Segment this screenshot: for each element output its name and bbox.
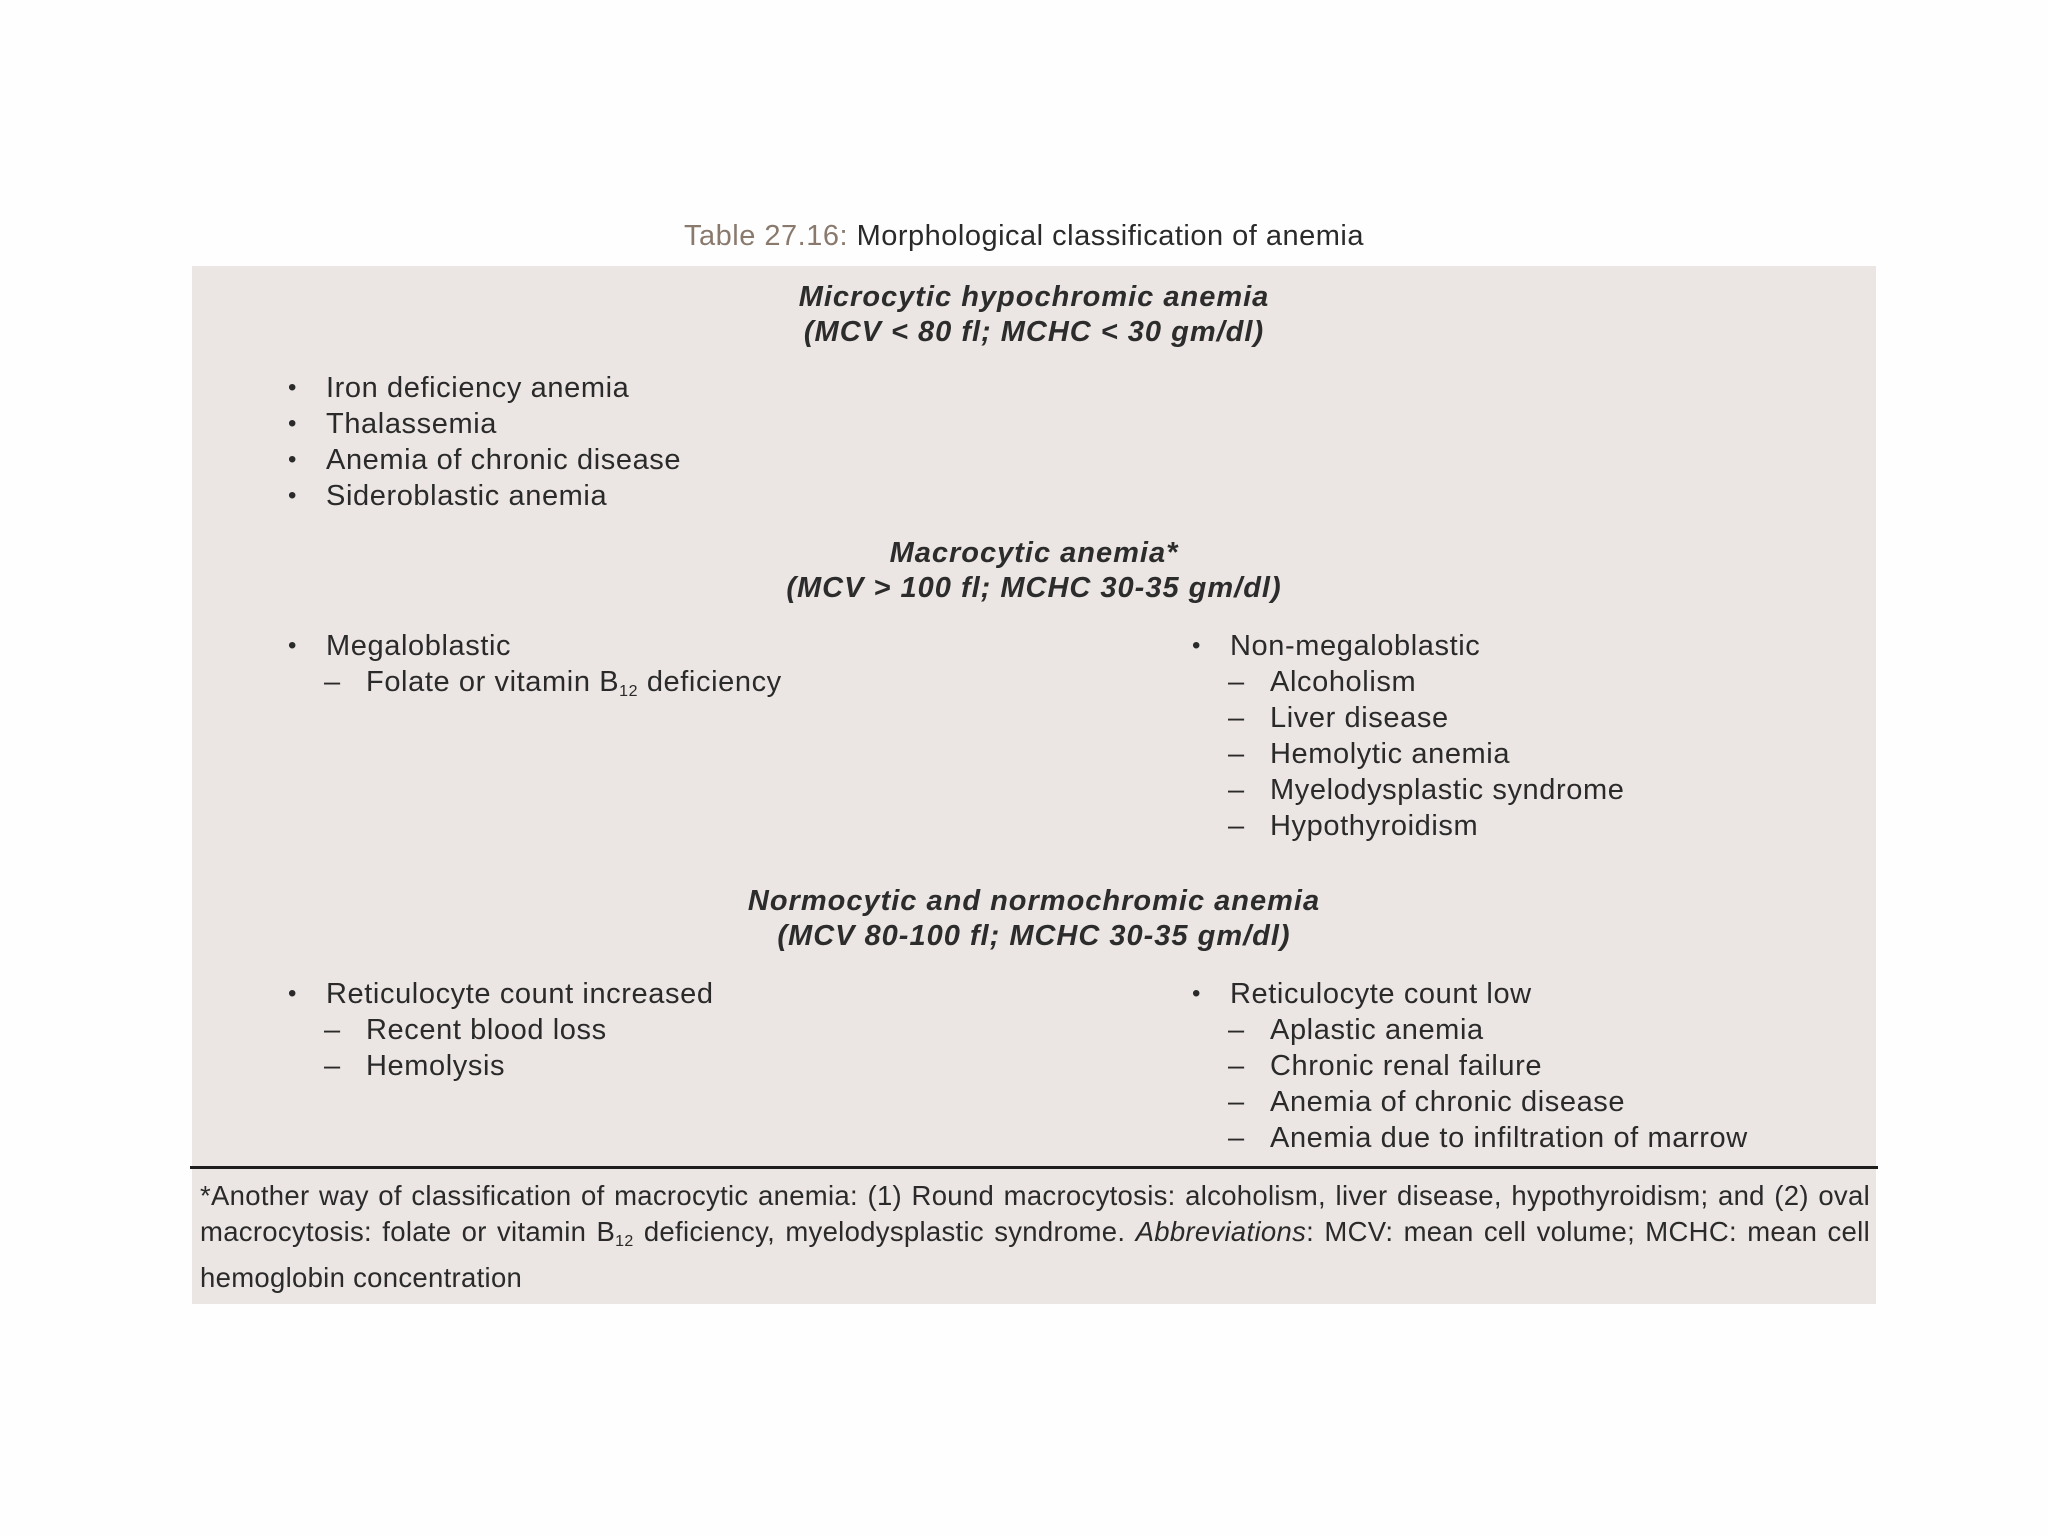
footnote-divider [190,1166,1878,1169]
list-subitem: – Hemolytic anemia [1190,736,1624,772]
list-subitem: – Anemia of chronic disease [1190,1084,1748,1120]
list-subitem: – Aplastic anemia [1190,1012,1748,1048]
footnote [200,1178,1870,1296]
subscript: 12 [619,683,639,700]
list-item: • Reticulocyte count low [1190,976,1748,1012]
list-item: • Anemia of chronic disease [286,442,681,478]
macrocytic-criteria: (MCV > 100 fl; MCHC 30-35 gm/dl) [786,572,1282,604]
list-subitem: – Alcoholism [1190,664,1624,700]
macrocytic-heading [192,536,1876,606]
list-subitem [286,664,782,710]
list-item: • Iron deficiency anemia [286,370,681,406]
list-item: • Megaloblastic [286,628,782,664]
list-subitem: – Myelodysplastic syndrome [1190,772,1624,808]
microcytic-title: Microcytic hypochromic anemia [798,281,1270,313]
reticulocyte-increased-list [286,976,714,1084]
list-subitem: – Liver disease [1190,700,1624,736]
list-item: • Thalassemia [286,406,681,442]
megaloblastic-list [286,628,782,710]
list-subitem: – Hemolysis [286,1048,714,1084]
table-caption [0,220,2048,253]
list-item: • Non-megaloblastic [1190,628,1624,664]
list-subitem: – Chronic renal failure [1190,1048,1748,1084]
list-subitem: – Hypothyroidism [1190,808,1624,844]
non-megaloblastic-list [1190,628,1624,844]
footnote-text: deficiency, myelodysplastic syndrome. [633,1216,1136,1247]
abbreviations-label: Abbreviations [1135,1216,1307,1247]
footnote-text: *Another way of classification of macrocytic anemia: (1) Round macrocytosis: alcoholism, liver disease, hypothyroidism; and (2) oval macrocytosis: folate or vitamin B [200,1180,1870,1247]
macrocytic-title: Macrocytic anemia* [889,537,1179,569]
normocytic-criteria: (MCV 80-100 fl; MCHC 30-35 gm/dl) [777,920,1291,952]
reticulocyte-low-list [1190,976,1748,1156]
subitem-text: Folate or vitamin B [366,666,620,698]
microcytic-criteria: (MCV < 80 fl; MCHC < 30 gm/dl) [803,316,1265,348]
subscript: 12 [615,1233,634,1250]
microcytic-list [286,370,681,514]
table-number: Table 27.16: [684,220,849,252]
normocytic-heading [192,884,1876,954]
normocytic-title: Normocytic and normochromic anemia [747,885,1321,917]
classification-table [192,266,1876,1304]
list-subitem: – Recent blood loss [286,1012,714,1048]
list-item: • Sideroblastic anemia [286,478,681,514]
list-subitem: – Anemia due to infiltration of marrow [1190,1120,1748,1156]
table-title: Morphological classification of anemia [856,220,1364,252]
list-item: • Reticulocyte count increased [286,976,714,1012]
subitem-text: deficiency [638,666,782,698]
footnote-text: : MCV: mean cell volume; MCHC: mean cell hemoglobin concentration [200,1216,1870,1293]
microcytic-heading [192,280,1876,350]
